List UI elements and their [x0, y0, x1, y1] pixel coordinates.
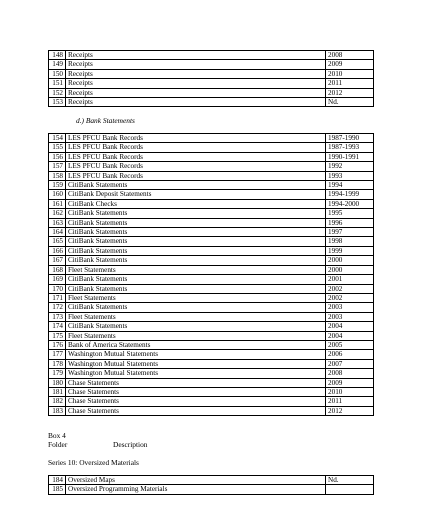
folder-number-cell: 151: [49, 79, 66, 88]
folder-title-cell: LES PFCU Bank Records: [66, 143, 326, 152]
table-row: [49, 331, 374, 340]
folder-number-cell: 181: [49, 387, 66, 396]
folder-date-cell: 1994-1999: [326, 190, 374, 199]
folder-title-cell: CitiBank Statements: [66, 284, 326, 293]
table-row: [49, 171, 374, 180]
folder-title-cell: LES PFCU Bank Records: [66, 171, 326, 180]
folder-date-cell: 2002: [326, 293, 374, 302]
folder-date-cell: 1992: [326, 162, 374, 171]
folder-date-cell: 2008: [326, 369, 374, 378]
folder-title-cell: Fleet Statements: [66, 293, 326, 302]
table-row: [49, 246, 374, 255]
table-row: [49, 209, 374, 218]
folder-title-cell: Chase Statements: [66, 406, 326, 415]
folder-date-cell: 2008: [326, 51, 374, 60]
folder-title-cell: Receipts: [66, 69, 326, 78]
folder-column-label: Folder: [48, 440, 68, 449]
folder-title-cell: CitiBank Statements: [66, 218, 326, 227]
folder-date-cell: 1994-2000: [326, 199, 374, 208]
folder-title-cell: Fleet Statements: [66, 331, 326, 340]
folder-date-cell: Nd.: [326, 98, 374, 107]
folder-number-cell: 185: [49, 485, 66, 494]
table-row: [49, 228, 374, 237]
folder-date-cell: 2004: [326, 331, 374, 340]
folder-title-cell: CitiBank Statements: [66, 237, 326, 246]
table-row: [49, 237, 374, 246]
folder-date-cell: 2001: [326, 275, 374, 284]
folder-date-cell: 2011: [326, 79, 374, 88]
table-row: [49, 152, 374, 161]
folder-title-cell: CitiBank Deposit Statements: [66, 190, 326, 199]
oversized-materials-table: [48, 475, 374, 495]
folder-title-cell: Bank of America Statements: [66, 340, 326, 349]
folder-title-cell: CitiBank Statements: [66, 322, 326, 331]
table-row: [49, 143, 374, 152]
table-row: [49, 218, 374, 227]
folder-number-cell: 180: [49, 378, 66, 387]
folder-date-cell: Nd.: [326, 476, 374, 485]
folder-title-cell: Chase Statements: [66, 387, 326, 396]
folder-number-cell: 157: [49, 162, 66, 171]
folder-title-cell: Chase Statements: [66, 397, 326, 406]
folder-date-cell: 2010: [326, 69, 374, 78]
folder-date-cell: 1987-1990: [326, 134, 374, 143]
folder-date-cell: 1998: [326, 237, 374, 246]
table-row: [49, 79, 374, 88]
folder-date-cell: 1996: [326, 218, 374, 227]
folder-number-cell: 160: [49, 190, 66, 199]
table-row: [49, 293, 374, 302]
folder-number-cell: 158: [49, 171, 66, 180]
folder-number-cell: 177: [49, 350, 66, 359]
folder-date-cell: 1995: [326, 209, 374, 218]
folder-number-cell: 172: [49, 303, 66, 312]
folder-title-cell: Washington Mutual Statements: [66, 359, 326, 368]
folder-number-cell: 178: [49, 359, 66, 368]
folder-title-cell: CitiBank Checks: [66, 199, 326, 208]
table-row: [49, 485, 374, 494]
folder-number-cell: 170: [49, 284, 66, 293]
folder-date-cell: 1990-1991: [326, 152, 374, 161]
folder-title-cell: LES PFCU Bank Records: [66, 162, 326, 171]
folder-title-cell: Oversized Maps: [66, 476, 326, 485]
folder-title-cell: CitiBank Statements: [66, 246, 326, 255]
table-row: [49, 397, 374, 406]
folder-date-cell: 2006: [326, 350, 374, 359]
folder-date-cell: 2002: [326, 284, 374, 293]
folder-title-cell: Oversized Programming Materials: [66, 485, 326, 494]
folder-number-cell: 153: [49, 98, 66, 107]
folder-title-cell: Receipts: [66, 60, 326, 69]
folder-title-cell: Fleet Statements: [66, 265, 326, 274]
folder-date-cell: 1997: [326, 228, 374, 237]
folder-date-cell: 2009: [326, 60, 374, 69]
table-row: [49, 275, 374, 284]
folder-title-cell: Washington Mutual Statements: [66, 369, 326, 378]
folder-date-cell: 2000: [326, 256, 374, 265]
table-row: [49, 406, 374, 415]
table-row: [49, 284, 374, 293]
folder-number-cell: 171: [49, 293, 66, 302]
folder-title-cell: CitiBank Statements: [66, 303, 326, 312]
folder-number-cell: 156: [49, 152, 66, 161]
folder-date-cell: 1987-1993: [326, 143, 374, 152]
folder-number-cell: 149: [49, 60, 66, 69]
folder-number-cell: 152: [49, 88, 66, 97]
folder-number-cell: 150: [49, 69, 66, 78]
table-row: [49, 476, 374, 485]
folder-title-cell: CitiBank Statements: [66, 228, 326, 237]
box-label: Box 4: [48, 431, 66, 440]
folder-number-cell: 179: [49, 369, 66, 378]
folder-number-cell: 184: [49, 476, 66, 485]
folder-number-cell: 174: [49, 322, 66, 331]
table-row: [49, 256, 374, 265]
folder-date-cell: 2007: [326, 359, 374, 368]
table-row: [49, 134, 374, 143]
folder-number-cell: 163: [49, 218, 66, 227]
folder-title-cell: CitiBank Statements: [66, 181, 326, 190]
folder-number-cell: 175: [49, 331, 66, 340]
folder-title-cell: LES PFCU Bank Records: [66, 134, 326, 143]
folder-title-cell: Receipts: [66, 88, 326, 97]
folder-date-cell: 1993: [326, 171, 374, 180]
folder-date-cell: 1999: [326, 246, 374, 255]
folder-date-cell: 2003: [326, 312, 374, 321]
folder-number-cell: 161: [49, 199, 66, 208]
folder-number-cell: 148: [49, 51, 66, 60]
folder-date-cell: 2004: [326, 322, 374, 331]
table-row: [49, 51, 374, 60]
folder-date-cell: 2003: [326, 303, 374, 312]
folder-date-cell: 2012: [326, 406, 374, 415]
folder-date-cell: [326, 485, 374, 494]
folder-number-cell: 167: [49, 256, 66, 265]
table-row: [49, 378, 374, 387]
table-row: [49, 162, 374, 171]
table-row: [49, 98, 374, 107]
table-row: [49, 181, 374, 190]
series-title: Series 10: Oversized Materials: [48, 458, 139, 467]
bank-statements-table: [48, 133, 374, 416]
folder-number-cell: 183: [49, 406, 66, 415]
folder-title-cell: Washington Mutual Statements: [66, 350, 326, 359]
folder-title-cell: CitiBank Statements: [66, 275, 326, 284]
folder-number-cell: 155: [49, 143, 66, 152]
folder-title-cell: Chase Statements: [66, 378, 326, 387]
folder-number-cell: 165: [49, 237, 66, 246]
folder-number-cell: 168: [49, 265, 66, 274]
table-row: [49, 303, 374, 312]
table-row: [49, 265, 374, 274]
table-row: [49, 387, 374, 396]
folder-title-cell: Receipts: [66, 51, 326, 60]
folder-number-cell: 166: [49, 246, 66, 255]
table-row: [49, 88, 374, 97]
folder-number-cell: 169: [49, 275, 66, 284]
folder-number-cell: 162: [49, 209, 66, 218]
folder-title-cell: Receipts: [66, 98, 326, 107]
receipts-table: [48, 50, 374, 107]
folder-number-cell: 182: [49, 397, 66, 406]
table-row: [49, 312, 374, 321]
folder-date-cell: 2000: [326, 265, 374, 274]
folder-title-cell: CitiBank Statements: [66, 209, 326, 218]
folder-number-cell: 164: [49, 228, 66, 237]
folder-date-cell: 1994: [326, 181, 374, 190]
folder-number-cell: 154: [49, 134, 66, 143]
folder-number-cell: 173: [49, 312, 66, 321]
folder-number-cell: 159: [49, 181, 66, 190]
folder-date-cell: 2011: [326, 397, 374, 406]
folder-title-cell: CitiBank Statements: [66, 256, 326, 265]
folder-date-cell: 2010: [326, 387, 374, 396]
table-row: [49, 359, 374, 368]
folder-date-cell: 2009: [326, 378, 374, 387]
folder-number-cell: 176: [49, 340, 66, 349]
table-row: [49, 69, 374, 78]
table-row: [49, 60, 374, 69]
table-row: [49, 199, 374, 208]
section-heading-bank-statements: d.) Bank Statements: [76, 116, 135, 125]
table-row: [49, 322, 374, 331]
folder-title-cell: LES PFCU Bank Records: [66, 152, 326, 161]
table-row: [49, 340, 374, 349]
folder-title-cell: Receipts: [66, 79, 326, 88]
table-row: [49, 369, 374, 378]
table-row: [49, 190, 374, 199]
folder-title-cell: Fleet Statements: [66, 312, 326, 321]
folder-date-cell: 2005: [326, 340, 374, 349]
table-row: [49, 350, 374, 359]
folder-date-cell: 2012: [326, 88, 374, 97]
description-column-label: Description: [113, 440, 148, 449]
